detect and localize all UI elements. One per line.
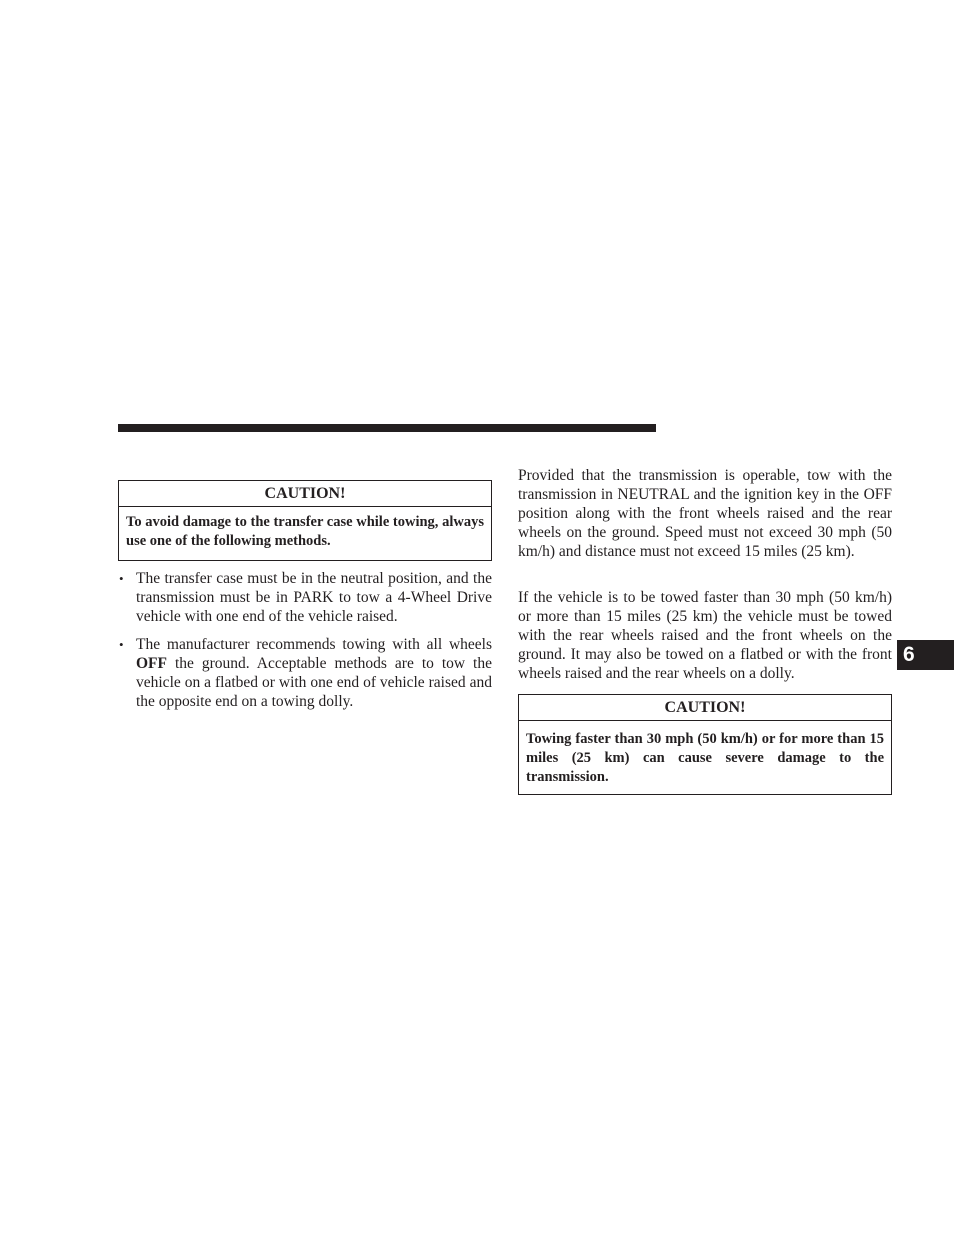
paragraph-fast-towing: If the vehicle is to be towed faster than 30 mph (50 km/h) or more than 15 miles (25 km) the vehicle must be towed with the rear wheels raised and the front wheels on the ground. It may also be towed on a flatbed or with the front wheels raised and the rear wheels on a dolly. [518, 589, 892, 682]
paragraph-neutral-towing: Provided that the transmission is operable, tow with the transmission in NEUTRAL and the ignition key in the OFF position along with the front wheels raised and the rear wheels on the ground. Speed must not exceed 30 mph (50 km/h) and distance must not exceed 15 miles (25 km). [518, 467, 892, 560]
section-rule [118, 424, 656, 432]
caution-text: To avoid damage to the transfer case while towing, always use one of the following methods. [126, 514, 484, 549]
caution-title: CAUTION! [519, 695, 891, 721]
caution-text: Towing faster than 30 mph (50 km/h) or for more than 15 miles (25 km) can cause severe damage to the transmission. [526, 731, 884, 785]
caution-title: CAUTION! [119, 481, 491, 507]
towing-methods-list [118, 569, 492, 720]
list-item [118, 635, 492, 711]
list-item-text-after: the ground. Acceptable methods are to tow the vehicle on a flatbed or with one end of vehicle raised and the opposite end on a towing dolly. [136, 655, 492, 710]
list-item-text-before: The manufacturer recommends towing with all wheels [136, 636, 492, 653]
caution-box-speed [518, 694, 892, 795]
emphasis-off: OFF [136, 655, 167, 672]
caution-box-transfer-case [118, 480, 492, 561]
list-item: • The transfer case must be in the neutral position, and the transmission must be in PARK to tow a 4-Wheel Drive vehicle with one end of the vehicle raised. [118, 569, 492, 626]
section-tab: 6 [897, 640, 954, 670]
